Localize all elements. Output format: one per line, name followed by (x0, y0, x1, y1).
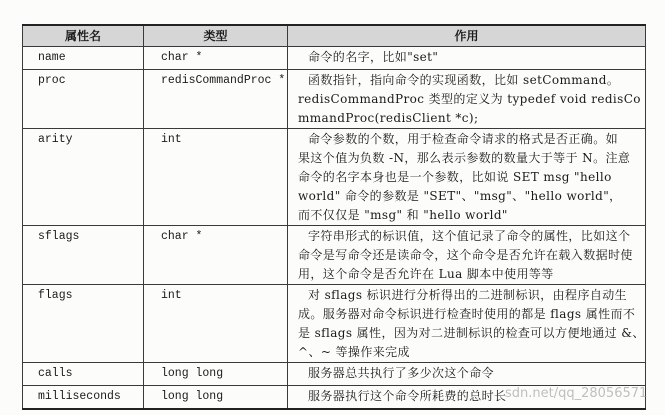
attribute-description-cell (288, 69, 646, 128)
description-line: 命令的名字，比如"set" (308, 49, 439, 64)
description-line: 而不仅仅是 "msg" 和 "hello world" (298, 207, 508, 222)
attribute-name-cell: proc (23, 69, 144, 128)
attribute-type-cell: char * (144, 225, 288, 284)
description-line: 函数指针，指向命令的实现函数，比如 setCommand。 (308, 72, 620, 87)
attribute-type-cell: int (144, 128, 288, 225)
table-header-row (23, 25, 646, 46)
description-line: 命令的名字本身也是一个参数，比如说 SET msg "hello (298, 169, 612, 184)
attribute-name-cell: calls (23, 362, 144, 385)
header-attribute-name: 属性名 (23, 25, 144, 46)
description-line: 服务器执行这个命令所耗费的总时长 (308, 388, 507, 403)
command-attributes-table (22, 24, 646, 410)
attribute-type-cell: redisCommandProc * (144, 69, 288, 128)
description-line: 果这个值为负数 -N，那么表示参数的数量大于等于 N。注意 (298, 150, 631, 165)
table-row (23, 69, 646, 128)
description-line: 是 sflags 属性，因为对二进制标识的检查可以方便地通过 &、 (298, 325, 645, 340)
attribute-description-cell (288, 284, 646, 362)
attribute-description-cell (288, 128, 646, 225)
attribute-name-cell: milliseconds (23, 385, 144, 409)
attribute-name-cell: arity (23, 128, 144, 225)
attribute-description-cell (288, 225, 646, 284)
table-row (23, 46, 646, 69)
watermark: sdn.net/qq_28056571 (505, 386, 648, 401)
attribute-name-cell: name (23, 46, 144, 69)
attribute-name-cell: sflags (23, 225, 144, 284)
table-row (23, 284, 646, 362)
header-purpose: 作用 (288, 25, 646, 46)
description-line: 服务器总共执行了多少次这个命令 (308, 365, 495, 380)
attribute-description-cell (288, 385, 646, 409)
description-line: 字符串形式的标识值，这个值记录了命令的属性，比如这个 (308, 228, 631, 243)
table-row (23, 385, 646, 409)
description-line: 命令参数的个数，用于检查命令请求的格式是否正确。如 (308, 131, 619, 146)
table-row (23, 362, 646, 385)
table-row (23, 128, 646, 225)
attribute-name-cell: flags (23, 284, 144, 362)
header-type: 类型 (144, 25, 288, 46)
description-line: 对 sflags 标识进行分析得出的二进制标识，由程序自动生 (308, 287, 628, 302)
description-line: mmandProc(redisClient *c); (298, 110, 479, 125)
attribute-description-cell (288, 46, 646, 69)
description-line: ^、~ 等操作来完成 (298, 344, 410, 359)
attribute-type-cell: char * (144, 46, 288, 69)
table-row (23, 225, 646, 284)
description-line: redisCommandProc 类型的定义为 typedef void redisCo (298, 91, 641, 106)
description-line: 命令是写命令还是读命令，这个命令是否允许在载入数据时使 (298, 247, 633, 262)
description-line: 成。服务器对命令标识进行检查时使用的都是 flags 属性而不 (298, 306, 636, 321)
attribute-type-cell: long long (144, 385, 288, 409)
attribute-type-cell: long long (144, 362, 288, 385)
attribute-description-cell (288, 362, 646, 385)
description-line: 用，这个命令是否允许在 Lua 脚本中使用等等 (298, 266, 554, 281)
attribute-type-cell: int (144, 284, 288, 362)
description-line: world" 命令的参数是 "SET"、"msg"、"hello world"， (298, 188, 622, 203)
